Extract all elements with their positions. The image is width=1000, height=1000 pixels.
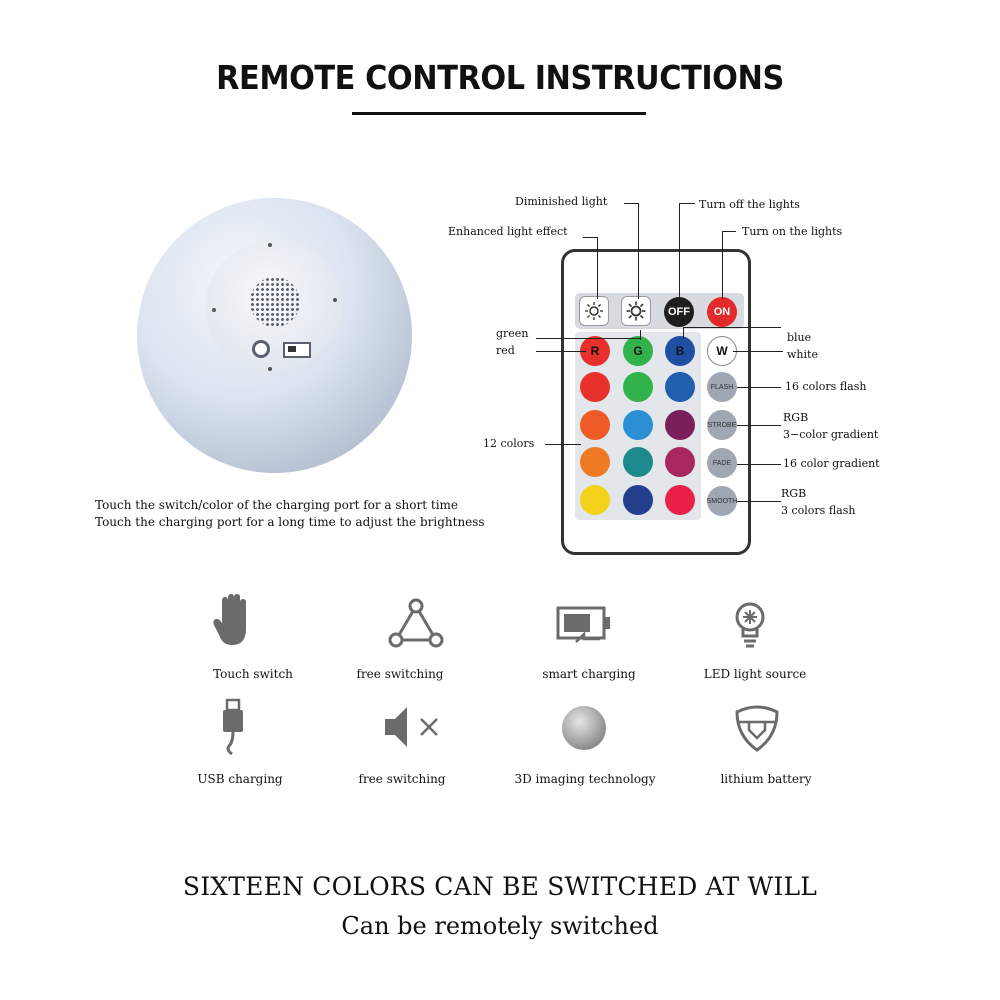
hand-icon	[210, 593, 260, 649]
smooth-button[interactable]: SMOOTH	[707, 486, 737, 516]
screw-hole	[268, 243, 272, 247]
sphere-icon	[560, 704, 608, 752]
title-underline	[352, 112, 646, 115]
strobe-button[interactable]: STROBE	[707, 410, 737, 440]
label-enhanced-light: Enhanced light effect	[448, 225, 568, 238]
sun-large-icon	[626, 301, 646, 321]
label-3-gradient: 3−color gradient	[783, 428, 879, 441]
feature-label: free switching	[358, 772, 446, 786]
label-diminished-light: Diminished light	[515, 195, 608, 208]
fade-button[interactable]: FADE	[707, 448, 737, 478]
speaker-grille	[250, 277, 300, 327]
dim-button[interactable]	[579, 296, 609, 326]
color-button[interactable]	[580, 447, 610, 477]
color-button[interactable]	[580, 372, 610, 402]
feature-label: free switching	[356, 667, 444, 681]
color-button[interactable]	[665, 447, 695, 477]
triangle-nodes-icon	[388, 598, 444, 650]
label-16-flash: 16 colors flash	[785, 380, 867, 393]
feature-label: LED light source	[703, 667, 807, 681]
red-button[interactable]: R	[580, 336, 610, 366]
color-button[interactable]	[623, 410, 653, 440]
instruction-note-2: Touch the charging port for a long time to adjust the brightness	[95, 515, 485, 529]
feature-label: 3D imaging technology	[514, 772, 656, 786]
label-turn-on: Turn on the lights	[742, 225, 843, 238]
label-blue: blue	[787, 331, 812, 344]
label-16-gradient: 16 color gradient	[783, 457, 880, 470]
on-button[interactable]: ON	[707, 297, 737, 327]
screw-hole	[212, 308, 216, 312]
white-button[interactable]: W	[707, 336, 737, 366]
label-white: white	[787, 348, 818, 361]
page-title: REMOTE CONTROL INSTRUCTIONS	[216, 58, 784, 97]
label-3-flash: 3 colors flash	[781, 504, 856, 517]
screw-hole	[268, 367, 272, 371]
green-button[interactable]: G	[623, 336, 653, 366]
flash-button[interactable]: FLASH	[707, 372, 737, 402]
off-button[interactable]: OFF	[664, 297, 694, 327]
blue-button[interactable]: B	[665, 336, 695, 366]
bulb-icon	[732, 600, 768, 650]
label-turn-off: Turn off the lights	[699, 198, 800, 211]
color-button[interactable]	[580, 485, 610, 515]
charging-port	[252, 340, 270, 358]
mute-icon	[383, 705, 445, 749]
color-button[interactable]	[623, 485, 653, 515]
label-red: red	[496, 344, 515, 357]
color-button[interactable]	[623, 372, 653, 402]
color-button[interactable]	[665, 372, 695, 402]
shield-icon	[733, 704, 781, 752]
screw-hole	[333, 298, 337, 302]
feature-label: smart charging	[542, 667, 636, 681]
label-green: green	[496, 327, 529, 340]
battery-icon	[556, 606, 612, 648]
power-switch	[283, 342, 311, 358]
feature-label: USB charging	[197, 772, 283, 786]
color-button[interactable]	[665, 485, 695, 515]
color-button[interactable]	[580, 410, 610, 440]
usb-icon	[218, 698, 248, 756]
label-12-colors: 12 colors	[483, 437, 535, 450]
footer-subline: Can be remotely switched	[341, 912, 659, 940]
label-rgb-1: RGB	[783, 411, 809, 424]
color-button[interactable]	[665, 410, 695, 440]
feature-label: Touch switch	[213, 667, 293, 681]
label-rgb-2: RGB	[781, 487, 807, 500]
color-button[interactable]	[623, 447, 653, 477]
instruction-note-1: Touch the switch/color of the charging port for a short time	[95, 498, 459, 512]
feature-label: lithium battery	[720, 772, 812, 786]
footer-headline: SIXTEEN COLORS CAN BE SWITCHED AT WILL	[182, 872, 818, 901]
sun-small-icon	[584, 301, 604, 321]
brighten-button[interactable]	[621, 296, 651, 326]
